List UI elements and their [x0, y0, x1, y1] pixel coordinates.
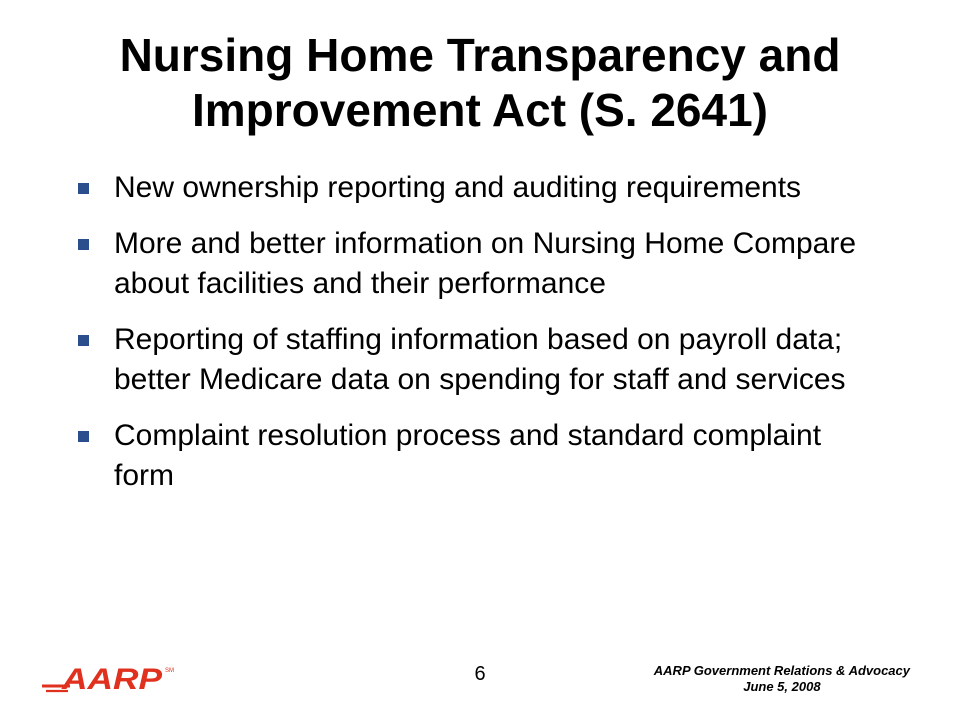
bullet-text: Reporting of staffing information based on payroll data; better Medicare data on spending for staff and services	[114, 323, 846, 396]
square-bullet-icon	[78, 183, 89, 194]
logo-trademark: SM	[165, 668, 174, 674]
square-bullet-icon	[78, 239, 89, 250]
footer-org-name: AARP Government Relations & Advocacy	[653, 663, 910, 678]
slide-title	[20, 28, 940, 138]
footer-date: June 5, 2008	[743, 679, 821, 694]
bullet-text: More and better information on Nursing Home Compare about facilities and their performance	[114, 227, 857, 300]
bullet-list	[74, 168, 874, 512]
title-line-1: Nursing Home Transparency and	[119, 29, 841, 81]
bullet-item	[74, 320, 874, 400]
square-bullet-icon	[78, 335, 89, 346]
bullet-text: Complaint resolution process and standard complaint form	[114, 419, 822, 492]
bullet-text: New ownership reporting and auditing requirements	[114, 171, 802, 204]
square-bullet-icon	[78, 431, 89, 442]
bullet-item	[74, 416, 874, 496]
title-line-2: Improvement Act (S. 2641)	[191, 84, 769, 136]
bullet-item	[74, 168, 874, 208]
footer-org-info	[654, 663, 910, 695]
logo-text: AARP	[60, 663, 164, 696]
aarp-logo	[40, 660, 180, 696]
page-number: 6	[474, 663, 486, 685]
bullet-item	[74, 224, 874, 304]
